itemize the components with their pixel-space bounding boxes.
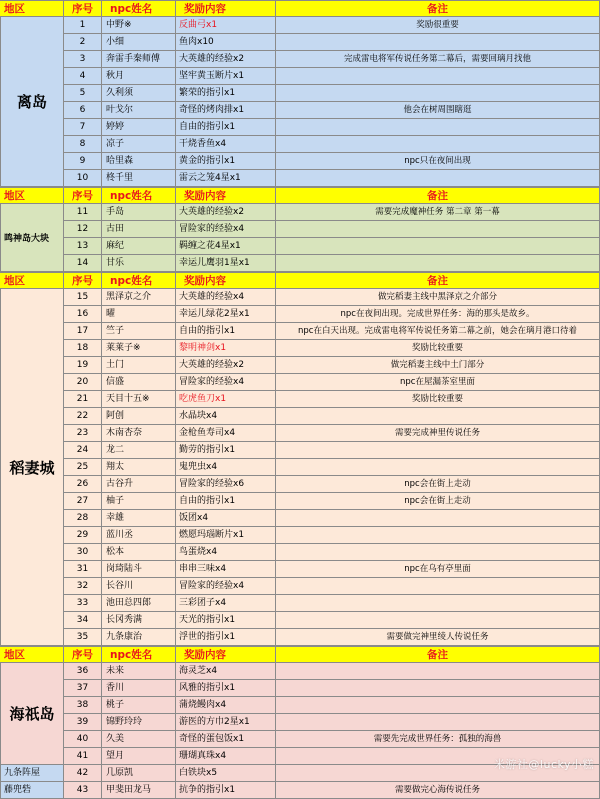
row-number: 43 [64,782,102,799]
row-number: 38 [64,697,102,714]
table-row [0,391,600,408]
table-row [0,34,600,51]
row-number: 11 [64,204,102,221]
note: 奖励比较重要 [276,340,600,357]
reward: 鸟蛋烧x4 [176,544,276,561]
reward: 大英雄的经验x4 [176,289,276,306]
table-row [0,578,600,595]
table-row [0,561,600,578]
note [276,510,600,527]
row-number: 25 [64,459,102,476]
reward: 游医的方巾2星x1 [176,714,276,731]
header-note: 备注 [276,272,600,289]
note: 需要完成神里传说任务 [276,425,600,442]
npc-name: 秋月 [102,68,176,85]
row-number: 12 [64,221,102,238]
region-section [0,782,600,799]
npc-name: 古谷升 [102,476,176,493]
note: npc在白天出现。完成雷电将军传说任务第二幕之前，她会在璃月港口待着 [276,323,600,340]
reward: 鬼兜虫x4 [176,459,276,476]
region-section [0,0,600,187]
reward: 饭团x4 [176,510,276,527]
npc-name: 曜 [102,306,176,323]
npc-name: 九条康治 [102,629,176,646]
reward: 大英雄的经验x2 [176,204,276,221]
header-region: 地区 [0,646,64,663]
note: npc在夜间出现。完成世界任务：海的那头是故乡。 [276,306,600,323]
note [276,544,600,561]
table-row [0,255,600,272]
table-row [0,136,600,153]
row-number: 13 [64,238,102,255]
npc-name: 池田总四郎 [102,595,176,612]
header-no: 序号 [64,0,102,17]
reward: 幸运儿绿花2星x1 [176,306,276,323]
row-number: 35 [64,629,102,646]
row-number: 39 [64,714,102,731]
header-note: 备注 [276,187,600,204]
table-row [0,510,600,527]
row-number: 31 [64,561,102,578]
npc-name: 叶戈尔 [102,102,176,119]
note [276,170,600,187]
row-number: 29 [64,527,102,544]
table-row [0,238,600,255]
reward: 吃虎鱼刀x1 [176,391,276,408]
note [276,85,600,102]
npc-name: 长冈秀满 [102,612,176,629]
region-label: 鸣神岛大块 [0,204,64,272]
npc-name: 柊千里 [102,170,176,187]
note [276,680,600,697]
row-number: 16 [64,306,102,323]
npc-name: 莱莱子※ [102,340,176,357]
table-row [0,204,600,221]
table-row [0,442,600,459]
table-row [0,340,600,357]
note: npc只在夜间出现 [276,153,600,170]
row-number: 6 [64,102,102,119]
row-number: 36 [64,663,102,680]
region-label: 海祇岛 [0,663,64,765]
table-row [0,221,600,238]
note [276,238,600,255]
header-note: 备注 [276,646,600,663]
note: 需要完成魔神任务 第二章 第一幕 [276,204,600,221]
npc-name: 香川 [102,680,176,697]
row-number: 1 [64,17,102,34]
reward: 三彩团子x4 [176,595,276,612]
reward: 雷云之笼4星x1 [176,170,276,187]
row-number: 30 [64,544,102,561]
header-reward: 奖励内容 [176,187,276,204]
reward: 珊瑚真珠x4 [176,748,276,765]
header-npc: npc姓名 [102,272,176,289]
region-label: 稻妻城 [0,289,64,646]
row-number: 42 [64,765,102,782]
table-row [0,782,600,799]
reward: 繁荣的指引x1 [176,85,276,102]
header-npc: npc姓名 [102,0,176,17]
row-number: 17 [64,323,102,340]
header-npc: npc姓名 [102,187,176,204]
reward: 干烧香鱼x4 [176,136,276,153]
note [276,527,600,544]
note [276,578,600,595]
row-number: 8 [64,136,102,153]
npc-name: 久利须 [102,85,176,102]
reward: 串串三味x4 [176,561,276,578]
table-row [0,527,600,544]
header-reward: 奖励内容 [176,272,276,289]
row-number: 5 [64,85,102,102]
reward: 鱼肉x10 [176,34,276,51]
row-number: 21 [64,391,102,408]
row-number: 14 [64,255,102,272]
table-row [0,51,600,68]
reward: 白铁块x5 [176,765,276,782]
reward: 黎明神剑x1 [176,340,276,357]
row-number: 18 [64,340,102,357]
region-section [0,272,600,646]
table-row [0,493,600,510]
table-row [0,612,600,629]
region-section [0,646,600,765]
reward: 冒险家的经验x4 [176,221,276,238]
row-number: 34 [64,612,102,629]
note [276,408,600,425]
npc-name: 锦野玲玲 [102,714,176,731]
note [276,697,600,714]
reward: 海灵芝x4 [176,663,276,680]
npc-name: 黑泽京之介 [102,289,176,306]
npc-name: 岗琦陆斗 [102,561,176,578]
table-row [0,289,600,306]
table-row [0,323,600,340]
table-row [0,170,600,187]
table-row [0,408,600,425]
note [276,459,600,476]
region-section [0,187,600,272]
row-number: 32 [64,578,102,595]
npc-name: 天目十五※ [102,391,176,408]
note: 需要做完神里绫人传说任务 [276,629,600,646]
table-row [0,476,600,493]
npc-name: 桃子 [102,697,176,714]
npc-name: 蓝川丞 [102,527,176,544]
npc-name: 竺子 [102,323,176,340]
table-row [0,17,600,34]
note [276,221,600,238]
reward: 自由的指引x1 [176,493,276,510]
reward: 燃愿玛瑙断片x1 [176,527,276,544]
row-number: 23 [64,425,102,442]
npc-name: 木南杏奈 [102,425,176,442]
reward: 浮世的指引x1 [176,629,276,646]
row-number: 37 [64,680,102,697]
reward: 水晶块x4 [176,408,276,425]
row-number: 4 [64,68,102,85]
reward: 坚牢黄玉断片x1 [176,68,276,85]
table-row [0,357,600,374]
table-row [0,306,600,323]
table-row [0,119,600,136]
note [276,68,600,85]
note [276,119,600,136]
reward: 黄金的指引x1 [176,153,276,170]
npc-name: 松本 [102,544,176,561]
table-row [0,697,600,714]
npc-name: 凉子 [102,136,176,153]
npc-name: 阿创 [102,408,176,425]
watermark: 米游社@lucky小糕 [493,758,594,771]
reward: 自由的指引x1 [176,323,276,340]
row-number: 15 [64,289,102,306]
table-row [0,663,600,680]
region-label: 藤兜砦 [0,782,64,799]
note: 做完稻妻主线中黑泽京之介部分 [276,289,600,306]
note: 做完稻妻主线中土门部分 [276,357,600,374]
npc-name: 望月 [102,748,176,765]
table-row [0,680,600,697]
npc-name: 土门 [102,357,176,374]
table-row [0,595,600,612]
header-no: 序号 [64,272,102,289]
header-note: 备注 [276,0,600,17]
note: npc在屋漏茶室里面 [276,374,600,391]
npc-name: 未来 [102,663,176,680]
reward: 羁缠之花4星x1 [176,238,276,255]
row-number: 10 [64,170,102,187]
header-region: 地区 [0,0,64,17]
row-number: 19 [64,357,102,374]
npc-name: 中野※ [102,17,176,34]
header-region: 地区 [0,272,64,289]
header-row [0,0,600,17]
note: npc在乌有亭里面 [276,561,600,578]
row-number: 2 [64,34,102,51]
row-number: 3 [64,51,102,68]
reward: 风雅的指引x1 [176,680,276,697]
note: 需要先完成世界任务：孤独的海兽 [276,731,600,748]
note [276,136,600,153]
region-label: 九条阵屋 [0,765,64,782]
npc-name: 甘乐 [102,255,176,272]
reward: 奇怪的蛋包饭x1 [176,731,276,748]
reward: 幸运儿鹰羽1星x1 [176,255,276,272]
row-number: 20 [64,374,102,391]
note: 奖励比较重要 [276,391,600,408]
table-row [0,629,600,646]
note [276,612,600,629]
header-reward: 奖励内容 [176,646,276,663]
header-no: 序号 [64,646,102,663]
row-number: 40 [64,731,102,748]
npc-name: 手岛 [102,204,176,221]
reward: 大英雄的经验x2 [176,51,276,68]
npc-name: 柚子 [102,493,176,510]
npc-name: 婷婷 [102,119,176,136]
note [276,255,600,272]
reward: 抗争的指引x1 [176,782,276,799]
reward: 自由的指引x1 [176,119,276,136]
table-row [0,102,600,119]
table-row [0,68,600,85]
reward: 冒险家的经验x6 [176,476,276,493]
note [276,663,600,680]
header-row [0,272,600,289]
note: 完成雷电将军传说任务第二幕后，需要回璃月找他 [276,51,600,68]
npc-name: 甲斐田龙马 [102,782,176,799]
row-number: 9 [64,153,102,170]
note [276,595,600,612]
header-region: 地区 [0,187,64,204]
reward: 反曲弓x1 [176,17,276,34]
reward: 冒险家的经验x4 [176,578,276,595]
npc-name: 龙二 [102,442,176,459]
reward: 天光的指引x1 [176,612,276,629]
header-reward: 奖励内容 [176,0,276,17]
note [276,442,600,459]
note: npc会在街上走动 [276,476,600,493]
npc-name: 长谷川 [102,578,176,595]
row-number: 22 [64,408,102,425]
reward: 奇怪的烤肉排x1 [176,102,276,119]
npc-name: 小细 [102,34,176,51]
row-number: 26 [64,476,102,493]
table-row [0,714,600,731]
reward: 勤劳的指引x1 [176,442,276,459]
row-number: 27 [64,493,102,510]
npc-name: 麻纪 [102,238,176,255]
npc-name: 古田 [102,221,176,238]
header-row [0,187,600,204]
row-number: 28 [64,510,102,527]
table-row [0,544,600,561]
region-label: 离岛 [0,17,64,187]
table-row [0,374,600,391]
reward: 金枪鱼寿司x4 [176,425,276,442]
npc-name: 哈里森 [102,153,176,170]
npc-name: 久美 [102,731,176,748]
note: 奖励很重要 [276,17,600,34]
npc-name: 信盛 [102,374,176,391]
reward: 冒险家的经验x4 [176,374,276,391]
npc-name: 幸雄 [102,510,176,527]
npc-name: 几原凯 [102,765,176,782]
header-row [0,646,600,663]
reward: 大英雄的经验x2 [176,357,276,374]
header-no: 序号 [64,187,102,204]
note: npc会在街上走动 [276,493,600,510]
table-row [0,85,600,102]
npc-name: 奔雷手秦师傅 [102,51,176,68]
table-row [0,731,600,748]
npc-name: 翔太 [102,459,176,476]
note [276,34,600,51]
reward: 蒲烧鳗肉x4 [176,697,276,714]
row-number: 33 [64,595,102,612]
table-row [0,459,600,476]
row-number: 41 [64,748,102,765]
note [276,714,600,731]
table-row [0,153,600,170]
row-number: 24 [64,442,102,459]
note: 他会在树周围瞎逛 [276,102,600,119]
table-row [0,425,600,442]
header-npc: npc姓名 [102,646,176,663]
note: 需要做完心海传说任务 [276,782,600,799]
row-number: 7 [64,119,102,136]
